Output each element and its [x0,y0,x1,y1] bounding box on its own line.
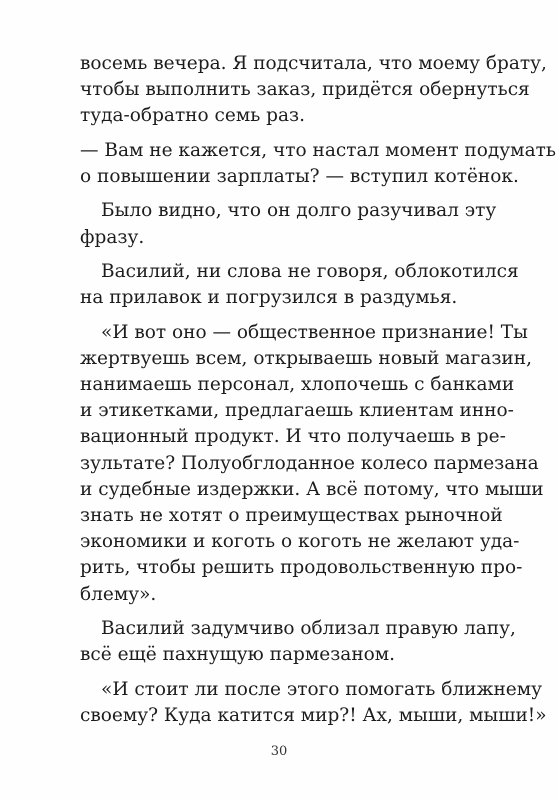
text-line: вационный продукт. И что получаешь в ре- [80,426,506,448]
page-number: 30 [270,744,288,759]
paragraph [80,138,556,190]
text-line: и судебные издержки. А всё потому, что мыши [80,478,544,500]
text-line: «И стоит ли после этого помогать ближнему [101,678,543,700]
text-line: — Вам не кажется, что настал момент подумать [80,139,556,161]
paragraph [80,51,547,130]
text-line: жертвуешь всем, открываешь новый магазин, [80,347,532,369]
text-line: экономики и коготь о коготь не желают уда- [80,531,520,553]
body-text [80,51,556,737]
text-line: своему? Куда катится мир?! Ах, мыши, мыши!» [80,704,547,726]
text-line: зультате? Полуобглоданное колесо пармезана [80,452,539,474]
text-line: чтобы выполнить заказ, придётся обернуться [80,79,530,101]
paragraph [80,320,544,608]
text-line: Василий задумчиво облизал правую лапу, [101,618,516,639]
paragraph [80,198,497,250]
text-line: Василий, ни слова не говоря, облокотился [101,260,519,282]
text-line: рить, чтобы решить продовольственную про- [80,557,523,579]
text-line: «И вот оно — общественное признание! Ты [101,321,528,343]
text-line: фразу. [80,226,145,248]
text-line: нанимаешь персонал, хлопочешь с банками [80,373,515,395]
text-line: Было видно, что он долго разучивал эту [101,200,497,222]
paragraph [80,677,547,729]
paragraph [80,259,519,311]
text-line: знать не хотят о преимуществах рыночной [80,505,503,526]
text-line: всё ещё пахнущую пармезаном. [80,644,396,666]
text-line: и этикетками, предлагаешь клиентам инно- [80,400,514,422]
paragraph [80,616,516,668]
text-line: на прилавок и погрузился в раздумья. [80,287,458,309]
text-line: о повышении зарплаты? — вступил котёнок. [80,166,519,187]
text-line: блему». [80,583,157,605]
text-line: восемь вечера. Я подсчитала, что моему брату, [80,53,547,74]
text-line: туда-обратно семь раз. [80,105,306,127]
